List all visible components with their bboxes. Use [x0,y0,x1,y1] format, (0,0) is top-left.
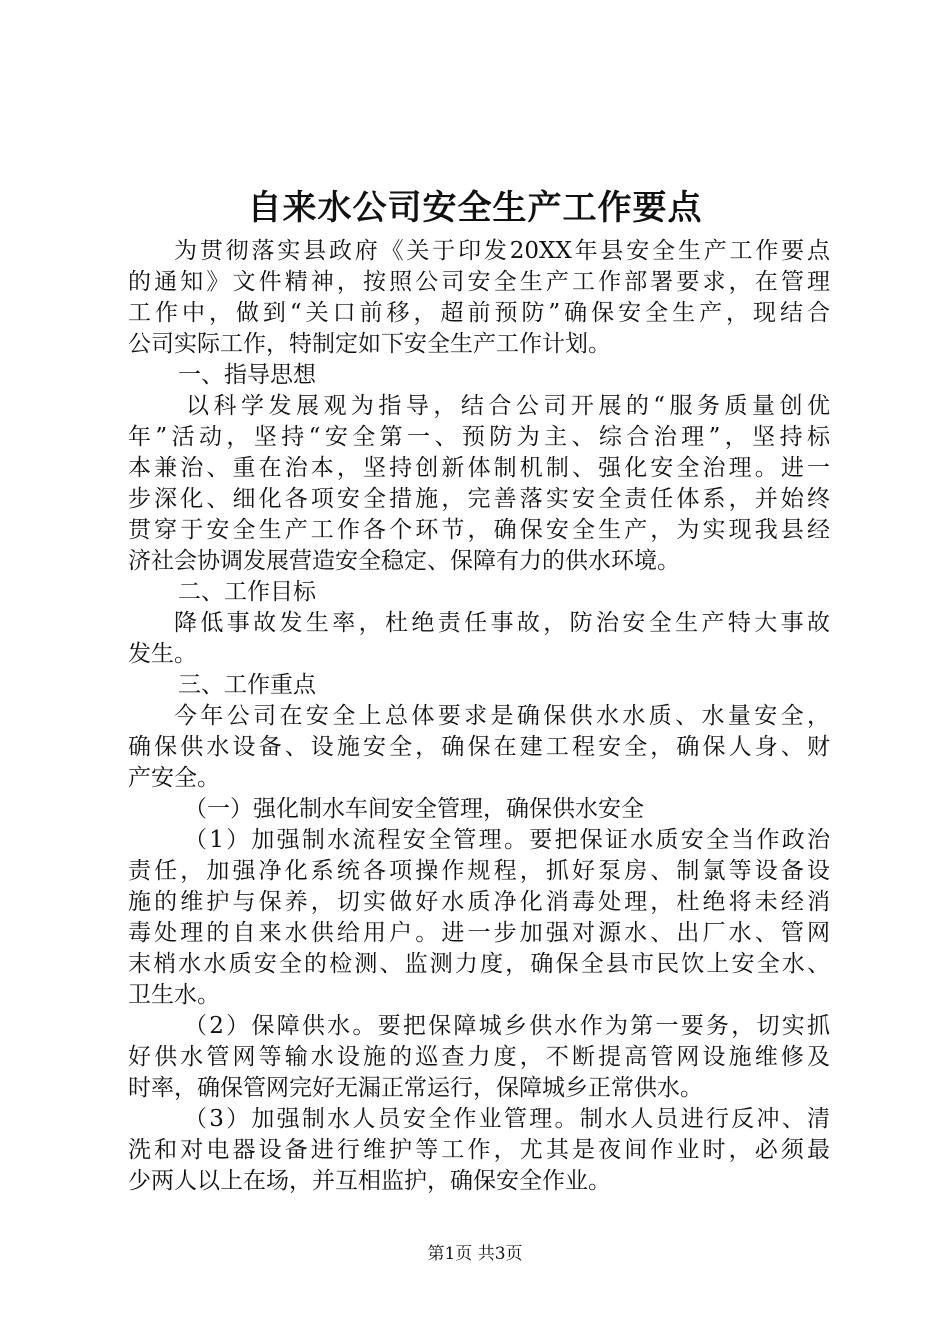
paragraph-line: 本兼治、重在治本，坚持创新体制机制、强化安全治理。进一 [128,455,830,481]
paragraph-line: 工作中，做到“关口前移，超前预防”确保安全生产，现结合 [128,300,830,326]
paragraph-line: 的通知》文件精神，按照公司安全生产工作部署要求，在管理 [128,269,830,295]
paragraph-line: （3）加强制水人员安全作业管理。制水人员进行反冲、清 [184,1106,830,1132]
paragraph-line: 公司实际工作，特制定如下安全生产工作计划。 [128,331,611,357]
paragraph-line: （1）加强制水流程安全管理。要把保证水质安全当作政治 [184,827,830,853]
document-title: 自来水公司安全生产工作要点 [247,188,703,228]
paragraph-line: （2）保障供水。要把保障城乡供水作为第一要务，切实抓 [184,1013,830,1039]
document-body [128,236,830,1197]
paragraph-line: 洗和对电器设备进行维护等工作，尤其是夜间作业时，必须最 [128,1137,830,1163]
paragraph-line: 确保供水设备、设施安全，确保在建工程安全，确保人身、财 [128,734,830,760]
paragraph-line: 发生。 [128,641,197,667]
paragraph-line: 今年公司在安全上总体要求是确保供水水质、水量安全， [174,703,830,729]
paragraph-line: 以科学发展观为指导，结合公司开展的“服务质量创优 [186,393,830,419]
section-heading: 三、工作重点 [178,672,316,698]
paragraph-line: 产安全。 [128,765,220,791]
paragraph-line: 施的维护与保养，切实做好水质净化消毒处理，杜绝将未经消 [128,889,830,915]
section-heading: 二、工作目标 [178,579,316,605]
paragraph-line: 少两人以上在场，并互相监护，确保安全作业。 [128,1168,611,1194]
paragraph-line: 时率，确保管网完好无漏正常运行，保障城乡正常供水。 [128,1075,703,1101]
paragraph-line: 降低事故发生率，杜绝责任事故，防治安全生产特大事故 [174,610,830,636]
paragraph-line: 责任，加强净化系统各项操作规程，抓好泵房、制氯等设备设 [128,858,830,884]
subsection-heading: （一）强化制水车间安全管理，确保供水安全 [184,796,644,822]
paragraph-line: 卫生水。 [128,982,220,1008]
paragraph-line: 好供水管网等输水设施的巡查力度，不断提高管网设施维修及 [128,1044,830,1070]
paragraph-line: 毒处理的自来水供给用户。进一步加强对源水、出厂水、管网 [128,920,830,946]
section-heading: 一、指导思想 [178,362,316,388]
paragraph-line: 贯穿于安全生产工作各个环节，确保安全生产，为实现我县经 [128,517,830,543]
paragraph-line: 济社会协调发展营造安全稳定、保障有力的供水环境。 [128,548,680,574]
paragraph-line: 年”活动，坚持“安全第一、预防为主、综合治理”，坚持标 [128,424,830,450]
page-footer: 第1页 共3页 [427,1244,523,1264]
paragraph-line: 步深化、细化各项安全措施，完善落实安全责任体系，并始终 [128,486,830,512]
paragraph-line: 末梢水水质安全的检测、监测力度，确保全县市民饮上安全水、 [128,951,830,977]
paragraph-line: 为贯彻落实县政府《关于印发20XX年县安全生产工作要点 [174,238,830,264]
